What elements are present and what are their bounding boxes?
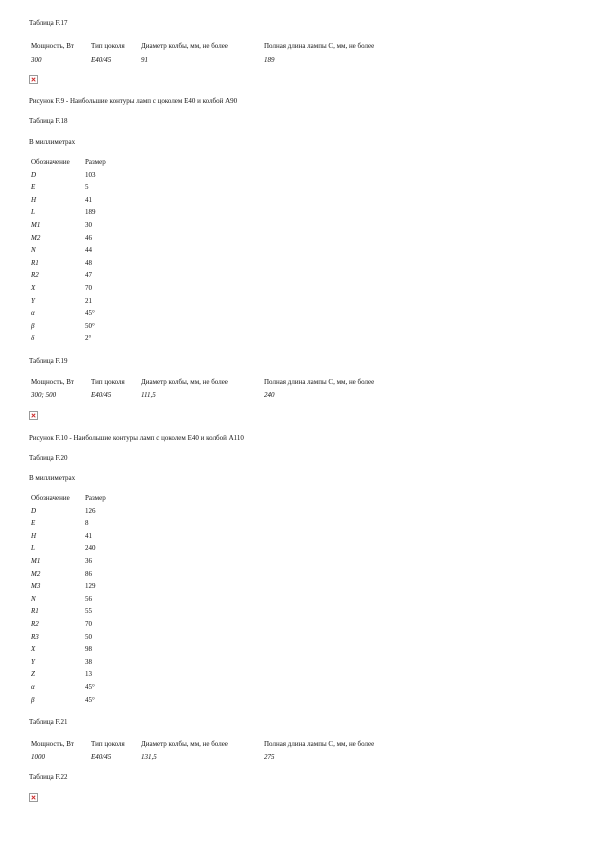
cell-base-type: E40/45	[91, 391, 112, 399]
table-row	[29, 607, 179, 619]
col-size: Размер	[85, 158, 106, 166]
cell-lamp-length: 189	[264, 56, 275, 64]
cell-size: 45°	[85, 683, 95, 691]
cell-designation: β	[31, 321, 35, 330]
cell-power: 1000	[31, 753, 45, 761]
units-note: В миллиметрах	[29, 138, 76, 146]
col-base-type: Тип цоколя	[91, 378, 125, 386]
cell-designation: L	[31, 208, 35, 217]
cell-designation: M2	[31, 233, 41, 242]
cell-power: 300	[31, 56, 42, 64]
table-title-f17: Таблица F.17	[29, 19, 68, 27]
col-power: Мощность, Вт	[31, 42, 74, 50]
cell-designation: α	[31, 683, 35, 691]
table-row	[29, 334, 179, 346]
table-row	[29, 507, 179, 519]
cell-designation: R2	[31, 271, 39, 280]
table-row	[29, 683, 179, 695]
table-row	[29, 196, 179, 208]
table-title-f19: Таблица F.19	[29, 357, 68, 365]
cell-base-type: E40/45	[91, 56, 112, 64]
table-row	[29, 582, 179, 594]
cell-size: 13	[85, 670, 92, 679]
table-header	[29, 158, 179, 170]
broken-image-icon	[29, 75, 38, 84]
cell-size: 47	[85, 271, 92, 280]
col-designation: Обозначение	[31, 494, 70, 502]
cell-size: 98	[85, 645, 92, 654]
table-row	[29, 322, 179, 334]
cell-size: 126	[85, 506, 96, 515]
cell-size: 189	[85, 208, 96, 217]
cell-size: 21	[85, 296, 92, 305]
table-title-f18: Таблица F.18	[29, 117, 68, 125]
cell-designation: M1	[31, 557, 41, 565]
table-row	[29, 595, 179, 607]
col-base-type: Тип цоколя	[91, 740, 125, 748]
table-row	[29, 645, 179, 657]
cell-designation: H	[31, 531, 37, 540]
cell-designation: M1	[31, 221, 41, 229]
col-power: Мощность, Вт	[31, 378, 74, 386]
cell-designation: E	[31, 183, 36, 192]
cell-designation: R3	[31, 632, 39, 641]
cell-designation: E	[31, 519, 36, 528]
table-row	[29, 633, 179, 645]
table-row	[29, 696, 179, 708]
cell-size: 86	[85, 569, 92, 578]
cell-designation: R1	[31, 258, 39, 267]
cell-designation: M2	[31, 569, 41, 578]
table-row	[29, 246, 179, 258]
col-base-type: Тип цоколя	[91, 42, 125, 50]
cell-designation: X	[31, 284, 36, 292]
col-lamp-length: Полная длина лампы C, мм, не более	[264, 740, 375, 748]
table-row	[29, 171, 179, 183]
table-row	[29, 234, 179, 246]
col-designation: Обозначение	[31, 158, 70, 166]
table-row	[29, 271, 179, 283]
col-lamp-length: Полная длина лампы C, мм, не более	[264, 378, 375, 386]
cell-size: 55	[85, 607, 92, 616]
table-row	[29, 208, 179, 220]
table-row	[29, 570, 179, 582]
col-size: Размер	[85, 494, 106, 502]
cell-size: 38	[85, 657, 92, 666]
cell-size: 46	[85, 233, 92, 242]
table-row	[29, 284, 179, 296]
cell-size: 45°	[85, 309, 95, 318]
cell-bulb-diameter: 131,5	[141, 753, 157, 761]
broken-image-icon	[29, 793, 38, 802]
cell-size: 2°	[85, 334, 92, 343]
cell-size: 240	[85, 544, 96, 553]
cell-designation: D	[31, 170, 37, 179]
broken-image-icon	[29, 411, 38, 420]
table-row	[29, 557, 179, 569]
table-title-f21: Таблица F.21	[29, 718, 68, 726]
figure-caption-f10: Рисунок F.10 - Наибольшие контуры ламп с цоколем E40 и колбой A110	[29, 434, 244, 442]
cell-designation: R2	[31, 620, 39, 628]
cell-designation: H	[31, 195, 37, 204]
table-row	[29, 309, 179, 321]
cell-size: 5	[85, 183, 89, 192]
cell-designation: Y	[31, 657, 35, 666]
table-row	[29, 658, 179, 670]
cell-power: 300; 500	[31, 391, 57, 399]
cell-base-type: E40/45	[91, 753, 112, 761]
cell-size: 70	[85, 284, 92, 292]
cell-bulb-diameter: 111,5	[141, 391, 156, 399]
cell-designation: Y	[31, 296, 35, 305]
table-row	[29, 670, 179, 682]
figure-caption-f9: Рисунок F.9 - Наибольшие контуры ламп с цоколем E40 и колбой A90	[29, 97, 238, 105]
cell-size: 36	[85, 557, 92, 565]
cell-designation: Z	[31, 670, 35, 679]
table-row	[29, 259, 179, 271]
cell-size: 129	[85, 582, 96, 591]
col-bulb-diameter: Диаметр колбы, мм, не более	[141, 42, 228, 50]
cell-lamp-length: 240	[264, 391, 275, 399]
cell-size: 56	[85, 594, 92, 603]
cell-designation: L	[31, 544, 35, 553]
table-header	[29, 494, 179, 506]
cell-designation: α	[31, 309, 35, 318]
cell-size: 103	[85, 170, 96, 179]
table-row	[29, 519, 179, 531]
table-row	[29, 620, 179, 632]
col-bulb-diameter: Диаметр колбы, мм, не более	[141, 740, 228, 748]
cell-size: 8	[85, 519, 89, 528]
cell-size: 48	[85, 258, 92, 267]
cell-size: 45°	[85, 695, 95, 704]
units-note: В миллиметрах	[29, 474, 76, 482]
cell-designation: R1	[31, 607, 39, 616]
table-row	[29, 297, 179, 309]
cell-designation: δ	[31, 334, 35, 343]
table-title-f20: Таблица F.20	[29, 454, 68, 462]
table-row	[29, 544, 179, 556]
col-lamp-length: Полная длина лампы C, мм, не более	[264, 42, 375, 50]
cell-designation: β	[31, 695, 35, 704]
cell-lamp-length: 275	[264, 753, 275, 761]
cell-designation: N	[31, 246, 36, 255]
cell-size: 50°	[85, 321, 95, 330]
cell-size: 70	[85, 620, 92, 628]
cell-size: 44	[85, 246, 92, 255]
table-title-f22: Таблица F.22	[29, 773, 68, 781]
cell-designation: X	[31, 645, 36, 654]
table-row	[29, 183, 179, 195]
cell-size: 41	[85, 195, 92, 204]
cell-size: 41	[85, 531, 92, 540]
table-row	[29, 221, 179, 233]
cell-bulb-diameter: 91	[141, 56, 148, 64]
cell-size: 50	[85, 632, 92, 641]
cell-designation: N	[31, 594, 36, 603]
table-row	[29, 532, 179, 544]
cell-size: 30	[85, 221, 92, 229]
cell-designation: D	[31, 506, 37, 515]
cell-designation: M3	[31, 582, 41, 591]
col-power: Мощность, Вт	[31, 740, 74, 748]
col-bulb-diameter: Диаметр колбы, мм, не более	[141, 378, 228, 386]
